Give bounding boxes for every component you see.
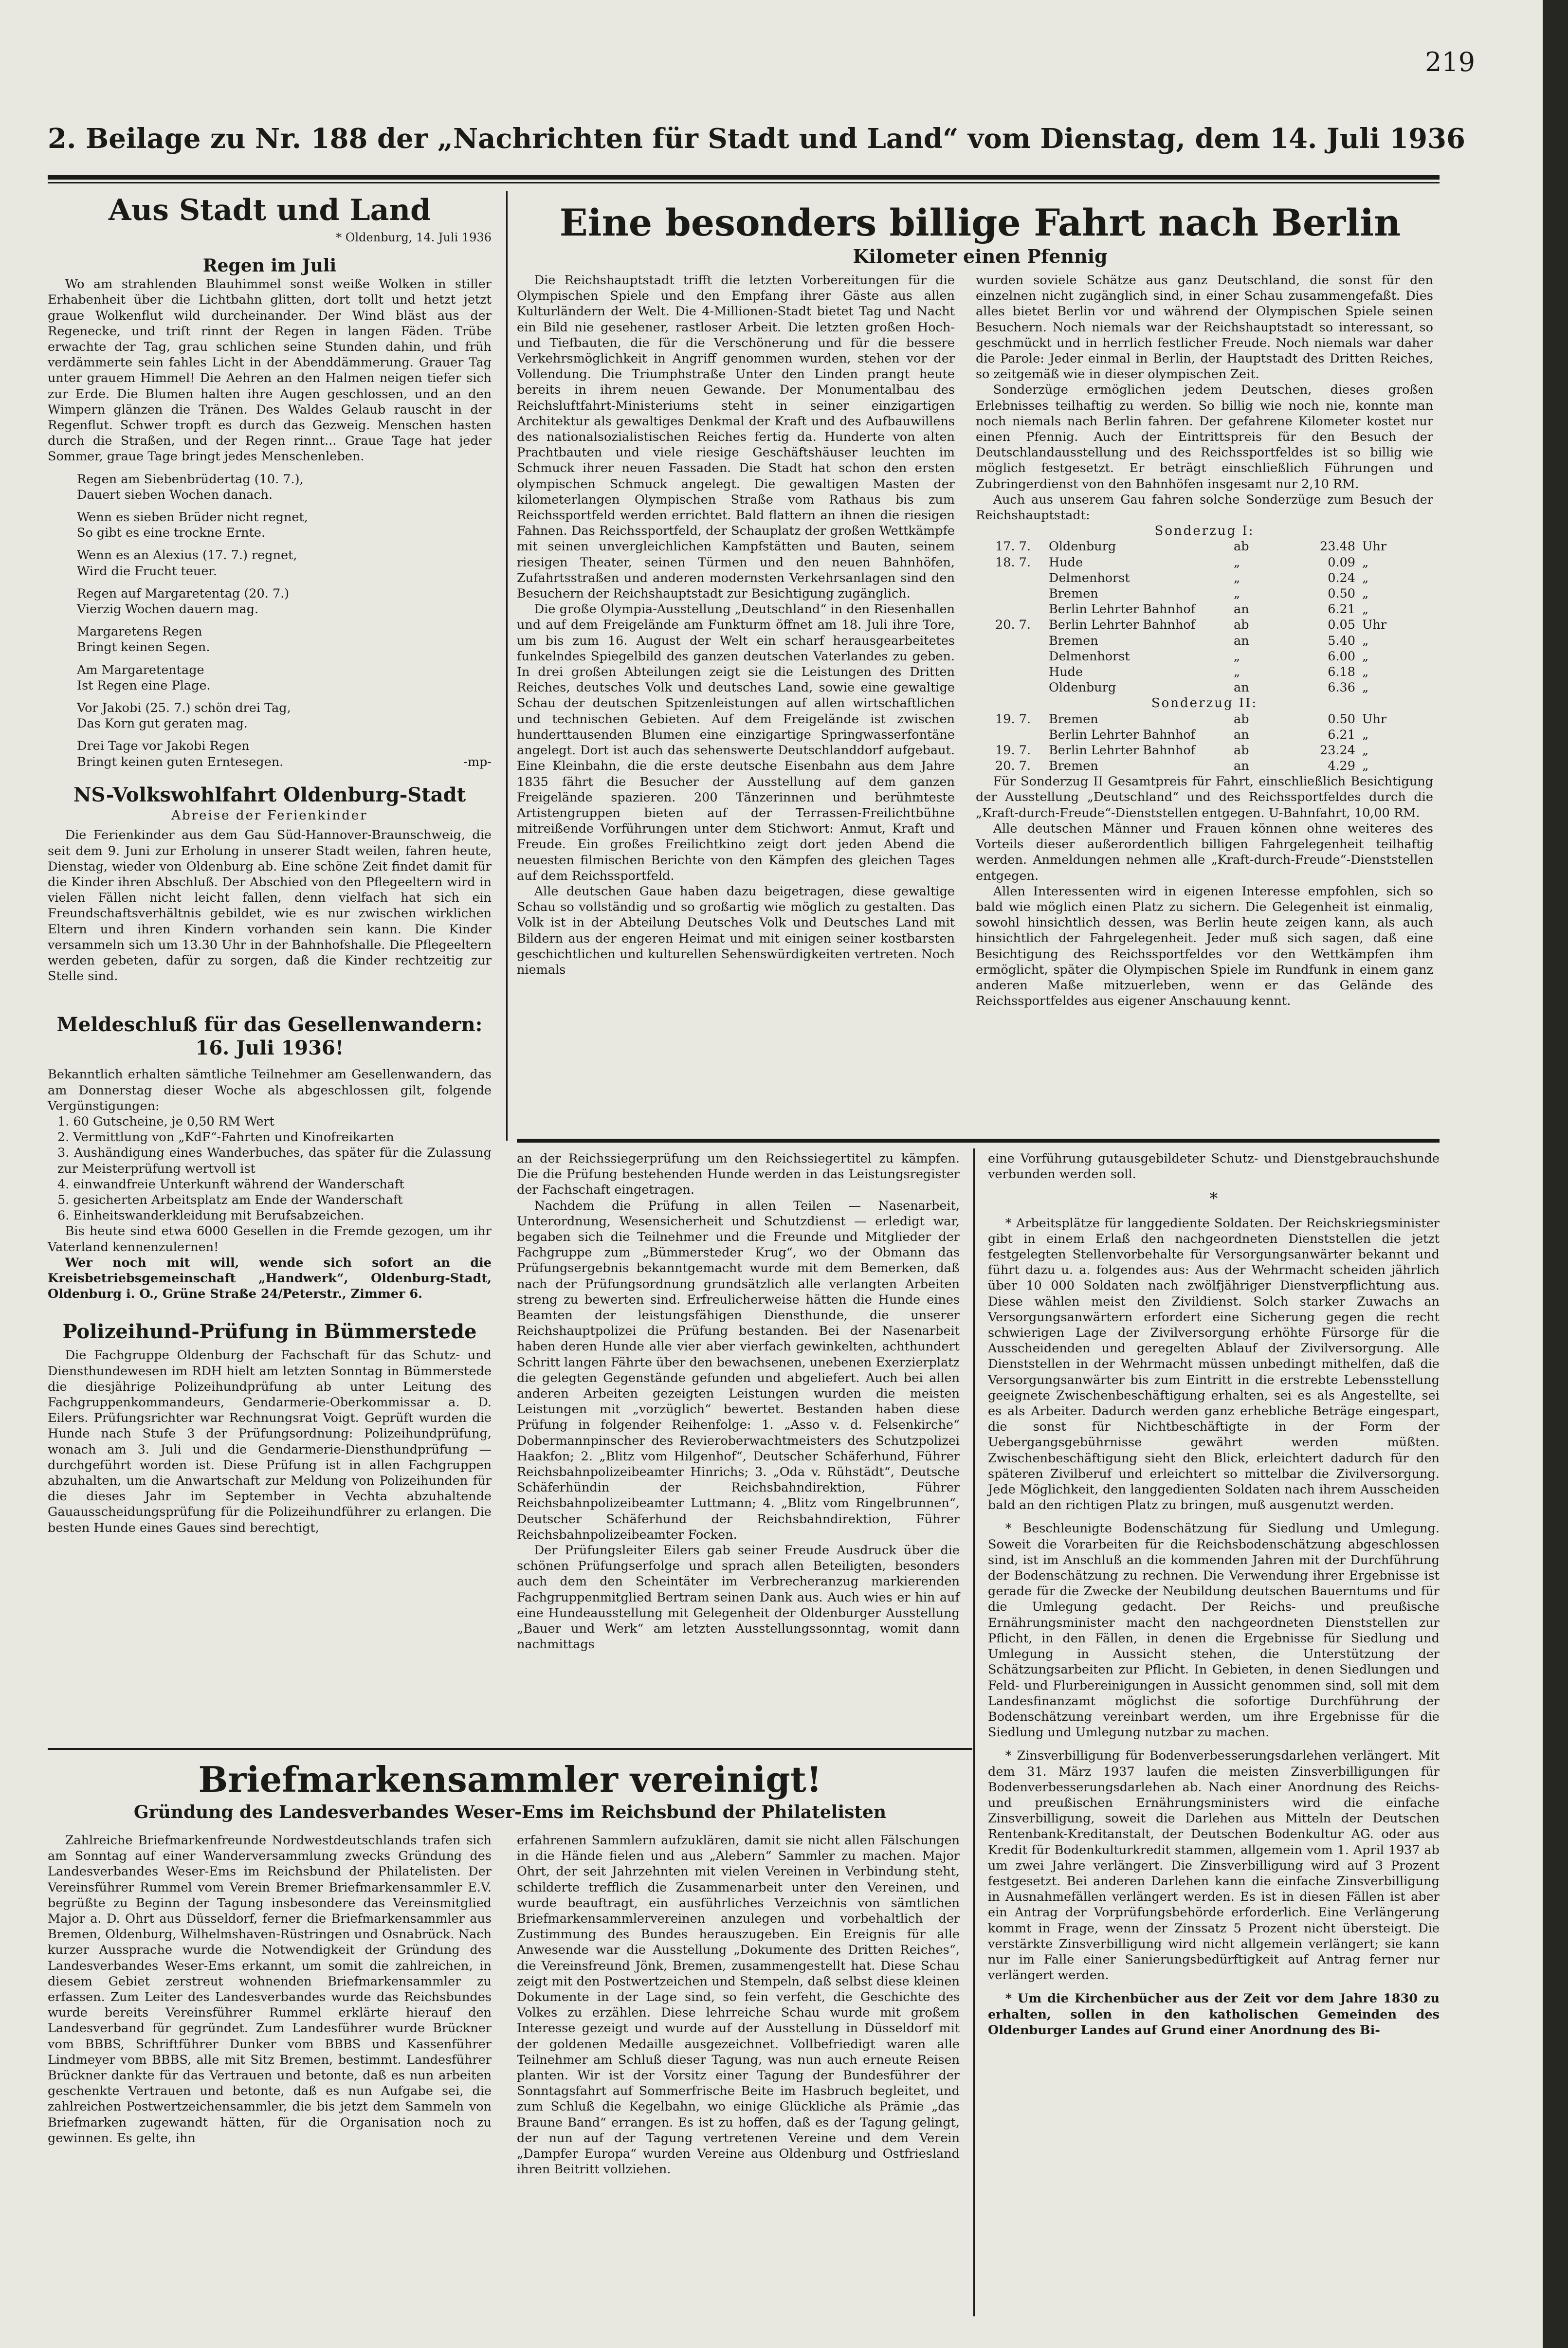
schedule-unit: „ [1362,633,1369,648]
schedule-row [995,743,1433,758]
poem-stanza: Regen am Siebenbrüdertag (10. 7.), Dauert sieben Wochen danach. [77,472,304,502]
schedule-station: Oldenburg [1049,539,1116,554]
regen-text: Wo am strahlenden Blauhimmel sonst weiße Wolken in stiller Erhabenheit über die Lichtbahn glitten, dort tollt und hetzt jetzt graue Wolkenflut wild durcheinander. Der Wind bläst aus der Regenecke, und triſt rinnt der Regen in langen Fäden. Trübe erwachte der Tag, grau schlichen seine Stunden dahin, und früh verdämmerte sein fahles Licht in der Abenddämmerung. Grauer Tag unter grauem Himmel! Die Aehren an den Halmen neigen tiefer sich zur Erde. Die Blumen halten ihre Augen geschlossen, und an den Wimpern glänzen die Tränen. Des Waldes Gelaub rauscht in der Regenflut. Schwer tropft es durch das Gezweig. Menschen hasten durch die Straßen, und der Regen rinnt... Graue Tage hat jeder Sommer, graue Tage bringt jedes Menschenleben. [48,277,492,464]
berlin-paragraph: Die Reichshauptstadt trifft die letzten Vorbereitungen für die Olympischen Spiele und den Empfang ihrer Gäste aus allen Kulturländern der Welt. Die 4-Millionen-Stadt bietet Tag und Nacht ein Bild nie gesehener, rastloser Arbeit. Die letzten großen Hoch- und Tiefbauten, die für die Verschönerung und für die bessere Verkehrsmöglichkeit in Angriff genommen wurden, stehen vor der Vollendung. Die Triumphstraße Unter den Linden prangt heute bereits in ihrem neuen Gewande. Der Monumentalbau des Reichsluftfahrt-Ministeriums steht in seiner einzigartigen Architektur als gewaltiges Denkmal der Kraft und des Aufbauwillens des nationalsozialistischen Reiches fertig da. Hunderte von alten Prachtbauten und viele riesige Geschäftshäuser leuchten im Schmuck ihrer neuen Fassaden. Die Stadt hat schon den ersten olympischen Schmuck angelegt. Die gewaltigen Masten der kilometerlangen Olympischen Straße vom Rathaus bis zum Reichssportfeld werden errichtet. Bald flattern an ihnen die riesigen Fahnen. Das Reichssportfeld, der Schauplatz der großen Wettkämpfe mit seinen unvergleichlichen Kampfstätten und Bauten, seinem riesigen Theater, seinen Türmen und den neuen Bahnhöfen, Zufahrtsstraßen und anderen modernsten Verkehrsanlagen sind den Besuchern der Reichshauptstadt zur Besichtigung zugänglich. [517,273,955,601]
schedule-row [995,570,1433,586]
schedule-unit: Uhr [1362,711,1387,727]
schedule-direction: ab [1234,539,1249,554]
regen-title: Regen im Juli [202,255,337,276]
schedule-unit: „ [1362,759,1369,774]
schedule-day [995,633,1049,649]
schedule-day [995,649,1049,664]
schedule-time: 4.29 [1328,759,1355,774]
nsv-subtitle: Abreise der Ferienkinder [171,808,368,823]
schedule-day [995,586,1049,601]
schedule-time: 23.24 [1319,743,1355,758]
polizei-continued-column [517,1151,960,1653]
schedule-row [995,680,1433,695]
schedule-unit: „ [1362,602,1369,617]
schedule-row [995,586,1433,601]
schedule-direction: an [1234,602,1249,617]
schedule-time: 23.48 [1319,539,1355,554]
schedule-time: 6.21 [1328,727,1355,742]
schedule-unit: Uhr [1362,539,1387,554]
schedule-station: Delmenhorst [1049,570,1130,585]
news-paragraph: * Beschleunigte Bodenschätzung für Siedlung und Umlegung. Soweit die Vorarbeiten für die Reichsbodenschätzung abgeschlossen sind, ist im Anschluß an die kommenden Jahren mit der Durchführung der Bodenschätzung zu rechnen. Die Verwendung ihrer Ergebnisse ist gerade für die Zwecke der Neubildung deutschen Bauerntums und für die Umlegung gedacht. Der Reichs- und preußische Ernährungsminister macht den nachgeordneten Dienststellen zur Pflicht, in den Fällen, in denen die Ergebnisse für Siedlung und Umlegung in Aussicht stehen, die Unterstützung der Schätzungsarbeiten zur Pflicht. In Gebieten, in denen Siedlungen und Feld- und Flurbereinigungen in Aussicht genommen sind, soll mit dem Landesfinanzamt möglichst die sofortige Durchführung der Bodenschätzung vereinbart werden, um ihre Ergebnisse für die Siedlung und Umlegung nutzbar zu machen. [988,1521,1440,1740]
poem-stanza: Wenn es sieben Brüder nicht regnet, So gibt es eine trockne Ernte. [77,510,308,541]
poem-stanza: Am Margaretentage Ist Regen eine Plage. [77,662,211,693]
section-star: * [1209,1189,1218,1209]
aus-stadt-title: Aus Stadt und Land [108,193,431,227]
poem-signature: -mp- [463,754,492,769]
brief-text: Zahlreiche Briefmarkenfreunde Nordwestdeutschlands trafen sich am Sonntag auf einer Wanderversammlung zwecks Gründung des Landesverbandes Weser-Ems im Reichsbund der Philatelisten. Der Vereinsführer Rummel vom Verein Bremer Briefmarkensammler E.V. begrüßte zu Beginn der Tagung insbesondere das Vereinsmitglied Major a. D. Ohrt aus Düsseldorf, ferner die Briefmarkensammler aus Bremen, Oldenburg, Wilhelmshaven-Rüstringen und Osnabrück. Nach kurzer Aussprache wurde die Notwendigkeit der Gründung des Landesverbandes Weser-Ems erkannt, um somit die zahlreichen, in diesem Gebiet zerstreut wohnenden Briefmarkensammler zu erfassen. Zum Leiter des Landesverbandes wurde das Reichsbundes wurde bereits Vereinsführer Rummel erklärte hierauf den Landesverband für gegründet. Zum Landesführer wurde Brückner vom BBBS, Schriftführer Dunker vom BBBS und Kassenführer Lindmeyer vom BBBS, alle mit Sitz Bremen, bestimmt. Landesführer Brückner dankte für das Vertrauen und betonte, daß es nun arbeiten geschenkte Vertrauen und betonte, daß es nun Aufgabe sei, die zahlreichen Postwertzeichensammler, die bis jetzt dem Sammeln von Briefmarken zugewandt hätten, für die Organisation noch zu gewinnen. Es gelte, ihn [48,1833,492,2146]
schedule-station: Oldenburg [1049,680,1116,695]
schedule-station: Hude [1049,555,1083,570]
section-rule-berlin [517,1139,1440,1143]
schedule-direction: ab [1234,743,1249,758]
meld-list-item: 3. Aushändigung eines Wanderbuches, das später für die Zulassung zur Meisterprüfung wertvoll ist [57,1146,492,1176]
berlin-paragraph: Alle deutschen Gaue haben dazu beigetragen, diese gewaltige Schau so vollständig und so großartig wie möglich zu gestalten. Das Volk ist in der Abteilung Deutsches Volk und Deutsches Land mit Bildern aus der engeren Heimat und mit einigen seiner kostbarsten geschichtlichen und kulturellen Sehenswürdigkeiten vertreten. Noch niemals [517,884,955,977]
schedule-unit: „ [1362,664,1369,679]
schedule-direction: an [1234,727,1249,742]
schedule-unit: „ [1362,570,1369,585]
schedule-time: 0.09 [1328,555,1355,570]
schedule-day [995,664,1049,680]
schedule-sonderzug-1 [995,539,1433,695]
schedule-day: 19. 7. [995,711,1031,727]
schedule-station: Berlin Lehrter Bahnhof [1049,743,1196,758]
meld-list-item: 4. einwandfreie Unterkunft während der Wanderschaft [57,1177,404,1192]
schedule-day [995,727,1049,743]
schedule-unit: Uhr [1362,618,1387,633]
schedule-day [995,680,1049,695]
schedule-time: 6.21 [1328,602,1355,617]
polizei-text: Die Fachgruppe Oldenburg der Fachschaft für das Schutz- und Diensthundewesen im RDH hielt am letzten Sonntag in Bümmerstede die diesjährige Polizeihundprüfung ab unter Leitung des Fachgruppenkommandeurs, Gendarmerie-Oberkommissar a. D. Eilers. Prüfungsrichter war Rechnungsrat Voigt. Geprüft wurden die Hunde nach Stufe 3 der Prüfungsordnung: Polizeihundprüfung, wonach am 3. Juli und die Gendarmerie-Diensthundprüfung — durchgeführt worden ist. Diese Prüfung ist in allen Fachgruppen abzuhalten, um die Anwartschaft zur Meldung von Polizeihunden für die dieses Jahr im September in Vechta abzuhaltende Gauausscheidungsprüfung für die Polizeihundführer zu erlangen. Die besten Hunde eines Gaues sind berechtigt, [48,1348,492,1535]
schedule-day: 20. 7. [995,618,1031,633]
schedule-unit: „ [1362,727,1369,742]
schedule-row [995,601,1433,617]
schedule-direction: „ [1234,570,1240,585]
section-rule-brief [48,1748,972,1750]
masthead-rule [48,175,1440,180]
news-paragraph: * Zinsverbilligung für Bodenverbesserungsdarlehen verlängert. Mit dem 31. März 1937 laufen die meisten Zinsverbilligungen für Bodenverbesserungsdarlehen ab. Nach einer Anordnung des Reichs- und preußischen Ernährungsministers wird die einfache Zinsverbilligung, soweit die Darlehen aus Mitteln der Deutschen Rentenbank-Kreditanstalt, der Deutschen Bodenkultur AG. oder aus Kredit für Bodenkulturkredit stammen, allgemein vom 1. April 1937 ab um zwei Jahre verlängert. Die Zinsverbilligung wird auf 3 Prozent festgesetzt. Bei anderen Darlehen kann die einfache Zinsverbilligung in Ausnahmefällen verlängert werden. Es ist in diesen Fällen ist aber ein Antrag der Vorprüfungsbehörde erforderlich. Eine Verlängerung kommt in Frage, wenn der Zinssatz 5 Prozent nicht übersteigt. Die verstärkte Zinsverbilligung wird nicht allgemein verlängert; sie kann nur im Falle einer Sanierungsbedürftigkeit auf Antrag ferner nur verlängert werden. [988,1748,1440,1983]
meld-title: Meldeschluß für das Gesellenwandern: 16. Juli 1936! [56,1013,483,1060]
berlin-paragraph: Alle deutschen Männer und Frauen können ohne weiteres des Vorteils dieser außerordentlich billigen Fahrgelegenheit teilhaftig werden. Anmeldungen nehmen alle „Kraft-durch-Freude“-Dienststellen entgegen. [976,821,1433,883]
schedule-station: Bremen [1049,711,1098,727]
meld-list-item: 1. 60 Gutscheine, je 0,50 RM Wert [57,1114,274,1129]
schedule-direction: an [1234,633,1249,648]
berlin-paragraph: Die große Olympia-Ausstellung „Deutschland“ in den Riesenhallen und auf dem Freigelände am Funkturm öffnet am 18. Juli ihre Tore, um bis zum 16. August der Welt ein scharf herausgearbeitetes funkelndes Spiegelbild des ganzen deutschen Vaterlandes zu geben. In drei großen Abteilungen zeigt sie die Leistungen des Dritten Reiches, deutsches Volk und deutsches Land, sowie eine gewaltige Schau der deutschen Spitzenleistungen auf allen wirtschaftlichen und technischen Gebieten. Auf dem Freigelände ist zwischen hunderttausenden Blumen eine einzigartige Springwasserfontäne angelegt. Dort ist auch das sehenswerte Deutschlanddorf aufgebaut. Eine Kleinbahn, die die erste deutsche Eisenbahn aus dem Jahre 1835 fährt die Besucher der Ausstellung auf dem ganzen Freigelände spazieren. 200 Tänzerinnen und berühmteste Artistengruppen bieten auf der Terrassen-Freilichtbühne mitreißende Vorführungen unter dem Stichwort: Anmut, Kraft und Freude. Ein großes Freilichtkino zeigt dort jeden Abend die neuesten filmischen Berichte von den Kämpfen des gleichen Tages auf dem Reichssportfeld. [517,602,955,883]
schedule-row [995,555,1433,570]
poem-stanza: Regen auf Margaretentag (20. 7.) Vierzig Wochen dauern mag. [77,586,290,617]
schedule-row [995,633,1433,649]
schedule-day: 18. 7. [995,555,1031,570]
schedule-day: 17. 7. [995,539,1031,554]
brief-column-2 [517,1833,960,2177]
berlin-title: Eine besonders billige Fahrt nach Berlin [559,201,1401,244]
schedule-unit: „ [1362,586,1369,601]
polizei-title: Polizeihund-Prüfung in Bümmerstede [62,1320,477,1344]
schedule-direction: an [1234,680,1249,695]
schedule-direction: ab [1234,711,1249,727]
schedule-time: 6.00 [1328,649,1355,664]
berlin-paragraph: wurden soviele Schätze aus ganz Deutschland, die sonst für den einzelnen nicht zugänglich sind, in einer Schau zusammengefaßt. Dies alles bietet Berlin vor und während der Olympischen Spiele seinen Besuchern. Noch niemals war der Reichshauptstadt so interessant, so geschmückt und in herrlich festlicher Freude. Noch niemals war daher die Parole: Jeder einmal in Berlin, der Hauptstadt des Dritten Reiches, so zeitgemäß wie in dieser olympischen Zeit. [976,273,1433,382]
schedule-time: 0.50 [1328,586,1355,601]
schedule-station: Bremen [1049,586,1098,601]
schedule-unit: „ [1362,649,1369,664]
aus-stadt-column [48,191,492,1536]
schedule-time: 6.18 [1328,664,1355,679]
schedule-day: 19. 7. [995,743,1031,758]
schedule-sonderzug-2 [995,711,1433,774]
schedule-day [995,601,1049,617]
schedule-row [995,758,1433,774]
schedule-row [995,711,1433,727]
meld-contact: Wer noch mit will, wende sich sofort an die Kreisbetriebsgemeinschaft „Handwerk“, Oldenburg-Stadt, Oldenburg i. O., Grüne Straße 24/Peterstr., Zimmer 6. [48,1255,492,1302]
column-rule-1 [506,191,508,1141]
schedule-station: Bremen [1049,759,1098,774]
schedule-unit: „ [1362,743,1369,758]
schedule-row [995,649,1433,664]
masthead-rule-thin [48,182,1440,183]
schedule-station: Berlin Lehrter Bahnhof [1049,602,1196,617]
polizei-text: Der Prüfungsleiter Eilers gab seiner Freude Ausdruck über die schönen Prüfungserfolge und sprach allen Beteiligten, besonders auch dem den Scheintäter im Verbrecheranzug markierenden Fachgruppenmitglied Bertram seinen Dank aus. Auch wies er hin auf eine Hundeausstellung mit Gelegenheit der Oldenburger Ausstellung „Bauer und Werk“ am letzten Ausstellungssonntag, womit dann nachmittags [517,1543,960,1652]
poem-stanza: Margaretens Regen Bringt keinen Segen. [77,624,210,655]
berlin-column-1 [517,273,955,978]
schedule-station: Delmenhorst [1049,649,1130,664]
poem-stanza: Wenn es an Alexius (17. 7.) regnet, Wird die Frucht teuer. [77,548,297,579]
meld-list-item: 5. gesicherten Arbeitsplatz am Ende der Wanderschaft [57,1192,403,1207]
poem [48,472,492,770]
nsv-title: NS-Volkswohlfahrt Oldenburg-Stadt [73,783,466,807]
schedule-station: Bremen [1049,633,1098,648]
page-edge [1543,0,1568,2348]
berlin-paragraph: Für Sonderzug II Gesamtpreis für Fahrt, einschließlich Besichtigung der Ausstellung „Deutschland“ und des Reichssportfeldes durch die „Kraft-durch-Freude“-Dienststellen entgegen. U-Bahnfahrt, 10,00 RM. [976,774,1433,820]
meld-intro: Bekanntlich erhalten sämtliche Teilnehmer am Gesellenwandern, das am Donnerstag dieser Woche als abgeschlossen gilt, folgende Vergünstigungen: [48,1067,492,1113]
news-items-column [988,1151,1440,2038]
schedule-direction: „ [1234,649,1240,664]
schedule-row [995,664,1433,680]
schedule-time: 5.40 [1328,633,1355,648]
brief-subtitle: Gründung des Landesverbandes Weser-Ems im Reichsbund der Philatelisten [133,1802,887,1822]
berlin-column-2 [976,273,1433,1009]
berlin-paragraph: Sonderzüge ermöglichen jedem Deutschen, dieses großen Erlebnisses teilhaftig zu werden. So billig wie noch nie, konnte man noch niemals nach Berlin fahren. Der gefahrene Kilometer kostet nur einen Pfennig. Auch der Eintrittspreis für den Besuch der Deutschlandausstellung und des Reichssportfeldes ist so billig wie möglich festgesetzt. Er beträgt einschließlich Führungen und Zubringerdienst von den Bahnhöfen insgesamt nur 2,10 RM. [976,382,1433,491]
news-paragraph: * Um die Kirchenbücher aus der Zeit vor dem Jahre 1830 zu erhalten, sollen in den katholischen Gemeinden des Oldenburger Landes auf Grund einer Anordnung des Bi- [988,1991,1440,2038]
polizei-text: an der Reichssiegerprüfung um den Reichssiegertitel zu kämpfen. Die die Prüfung bestehenden Hunde werden in das Leistungsregister der Fachschaft eingetragen. [517,1151,960,1198]
schedule-row [995,539,1433,554]
news-paragraph: eine Vorführung gutausgebildeter Schutz- und Dienstgebrauchshunde verbunden werden soll. [988,1151,1440,1182]
berlin-subtitle: Kilometer einen Pfennig [853,245,1108,267]
berlin-paragraph: Allen Interessenten wird in eigenen Interesse empfohlen, sich so bald wie möglich einen Platz zu sichern. Die Gelegenheit ist einmalig, sowohl hinsichtlich dessen, was Berlin heute zeigen kann, als auch hinsichtlich der Fahrgelegenheit. Jeder muß sich sagen, daß eine Besichtigung des Reichssportfeldes vor den Wettkämpfen ihm ermöglicht, später die Olympischen Spiele im Rundfunk in einem ganz anderen Maße mitzuerleben, wenn er das Gelände des Reichssportfeldes aus eigener Anschauung kennt. [976,884,1433,1009]
schedule-row [995,617,1433,633]
schedule-station: Berlin Lehrter Bahnhof [1049,618,1196,633]
page-number: 219 [1425,47,1476,77]
schedule-direction: an [1234,759,1249,774]
schedule-station: Hude [1049,664,1083,679]
poem-stanza: Drei Tage vor Jakobi Regen Bringt keinen guten Erntesegen. [77,739,284,769]
schedule-unit: „ [1362,680,1369,695]
schedule-unit: „ [1362,555,1369,570]
nsv-text: Die Ferienkinder aus dem Gau Süd-Hannover-Braunschweig, die seit dem 9. Juni zur Erholung in unserer Stadt weilen, fahren heute, Dienstag, wieder von Oldenburg ab. Eine schöne Zeit findet damit für die Kinder ihren Abschluß. Der Abschied von den Pflegeeltern wird in vielen Fällen nicht leicht fallen, denn vielfach hat sich ein Freundschaftsverhältnis gebildet, wie es nur zwischen wirklichen Eltern und ihren Kindern vorhanden sein kann. Die Kinder versammeln sich um 13.30 Uhr in der Bahnhofshalle. Die Pflegeeltern werden gebeten, dafür zu sorgen, daß die Kinder rechtzeitig zur Stelle sind. [48,828,492,984]
meld-list-item: 2. Vermittlung von „KdF“-Fahrten und Kinofreikarten [57,1130,394,1145]
schedule-time: 0.24 [1328,570,1355,585]
news-paragraph: * Arbeitsplätze für langgediente Soldaten. Der Reichskriegsminister gibt in einem Erlaß den nachgeordneten Dienststellen die jetzt festgelegten Stellenvorbehalte für Versorgungsanwärter bekannt und führt dazu u. a. folgendes aus: Aus der Wehrmacht scheiden jährlich über 10 000 Soldaten nach zwölfjähriger Dienstverpflichtung aus. Diese wählen meist den Zivildienst. Solch starker Zuwachs an Versorgungsanwärtern erfordert eine Sicherung gegen die recht schwierigen Lage der Zivilversorgung erhöhte Fürsorge für die Ausscheidenden und geregelten Ablauf der Zivilversorgung. Alle Dienststellen in der Wehrmacht müssen unbedingt mithelfen, daß die Versorgungsanwärter bis zum Eintritt in die erstrebte Lebensstellung geeignete Zwischenbeschäftigung erhalten, sei es als Angestellte, sei es als Arbeiter. Dadurch werden ganz erhebliche Beträge eingespart, die sonst für Nichtbeschäftigte in der Form der Uebergangsgebührnisse gewährt werden müßten. Zwischenbeschäftigung sieht den Blick, erleichtert dadurch für den späteren Zivilberuf und erleichtert so mittelbar die Zivilversorgung. Jede Möglichkeit, den langgedienten Soldaten nach ihrem Ausscheiden bald an den richtigen Platz zu bringen, muß ausgenutzt werden. [988,1216,1440,1513]
schedule-station: Berlin Lehrter Bahnhof [1049,727,1196,742]
schedule-row [995,727,1433,743]
schedule-time: 6.36 [1328,680,1355,695]
column-rule-2 [973,1148,975,2316]
schedule-day: 20. 7. [995,759,1031,774]
meld-list-item: 6. Einheitswanderkleidung mit Berufsabzeichen. [57,1208,365,1223]
sonderzug-2-heading: Sonderzug II: [1151,696,1258,711]
brief-title: Briefmarkensammler vereinigt! [198,1759,822,1800]
brief-column-1 [48,1833,492,2146]
schedule-direction: „ [1234,586,1240,601]
dateline: * Oldenburg, 14. Juli 1936 [336,231,492,244]
schedule-direction: „ [1234,664,1240,679]
meld-paragraph: Bis heute sind etwa 6000 Gesellen in die Fremde gezogen, um ihr Vaterland kennenzulernen! [48,1224,492,1255]
berlin-paragraph: Auch aus unserem Gau fahren solche Sonderzüge zum Besuch der Reichshauptstadt: [976,492,1433,523]
schedule-day [995,570,1049,586]
brief-text: erfahrenen Sammlern aufzuklären, damit sie nicht allen Fälschungen in die Hände fielen und aus „Alebern“ Sammler zu machen. Major Ohrt, der seit Jahrzehnten mit vielen Vereinen in Verbindung steht, schilderte trefflich die Zusammenarbeit unter den Vereinen, und wurde beauftragt, ein ausführliches Verzeichnis von sämtlichen Briefmarkensammlervereinen anzulegen und vorbehaltlich der Zustimmung des Bundes herauszugeben. Ein Ereignis für alle Anwesende war die Ausstellung „Dokumente des Dritten Reiches“, die Vereinsfreund Jönk, Bremen, zusammengestellt hat. Diese Schau zeigt mit den Postwertzeichen und Stempeln, daß selbst diese kleinen Dokumente in der Lage sind, so fein verfeht, die Geschichte des Volkes zu erzählen. Diese lehrreiche Schau wurde mit großem Interesse gezeigt und wurde auf der Ausstellung in Düsseldorf mit der goldenen Medaille ausgezeichnet. Vollbefriedigt waren alle Teilnehmer am Schluß dieser Tagung, was nun auch erneute Reisen planten. Wir ist der Vorsitz einer Tagung der Bundesführer der Sonntagsfahrt auf Sommerfrische Beite im Hasbruch begleitet, und zum Schluß die Kegelbahn, wo einige Glückliche als Prämie „das Braune Band“ errangen. Es ist zu hoffen, daß es der Tagung gelingt, der nun auf der Tagung vertretenen Vereine und dem Verein „Dampfer Europa“ wurden Vereine aus Oldenburg und Ostfriesland ihren Beitritt vollziehen. [517,1833,960,2177]
schedule-direction: ab [1234,618,1249,633]
schedule-direction: „ [1234,555,1240,570]
schedule-time: 0.50 [1328,711,1355,727]
masthead: 2. Beilage zu Nr. 188 der „Nachrichten für Stadt und Land“ vom Dienstag, dem 14. Juli 1936 [48,123,1466,155]
polizei-text: Nachdem die Prüfung in allen Teilen — Nasenarbeit, Unterordnung, Wesensicherheit und Schutzdienst — erledigt war, begaben sich die Teilnehmer und die Freunde und Mitglieder der Fachgruppe zum „Bümmersteder Krug“, wo der Obmann das Prüfungsergebnis bekanntgemacht wurde mit dem Bemerken, daß nach der Prüfungsordnung grundsätzlich alle verlangten Arbeiten streng zu bewerten sind. Erfreulicherweise hätten die Hunde eines Beamten der leistungsfähigen Diensthunde, die unserer Reichshauptpolizei die Prüfung bestanden. Bei der Nasenarbeit haben deren Hunde alle vier aber vierfach gewinkelten, achthundert Schritt langen Fährte über den bewachsenen, unebenen Exerzierplatz die gelegten Gegenstände gefunden und abgeliefert. Auch bei allen anderen Arbeiten gezeigten Leistungen wurden die meisten Leistungen mit „vorzüglich“ bewertet. Bestanden haben diese Prüfung in folgender Reihenfolge: 1. „Asso v. d. Felsenkirche“ Dobermannpinscher des Revieroberwachtmeisters des Schutzpolizei Haakfon; 2. „Blitz vom Hilgenhof“, Deutscher Schäferhund, Führer Reichsbahnpolizeibeamter Hinrichs; 3. „Oda v. Rühstädt“, Deutsche Schäferhündin der Reichsbahndirektion, Führer Reichsbahnpolizeibeamter Luttmann; 4. „Blitz vom Ringelbrunnen“, Deutscher Schäferhund der Reichsbahndirektion, Führer Reichsbahnpolizeibeamter Focken. [517,1198,960,1542]
poem-stanza: Vor Jakobi (25. 7.) schön drei Tag, Das Korn gut geraten mag. [77,701,291,731]
sonderzug-1-heading: Sonderzug I: [1154,524,1255,539]
schedule-time: 0.05 [1328,618,1355,633]
